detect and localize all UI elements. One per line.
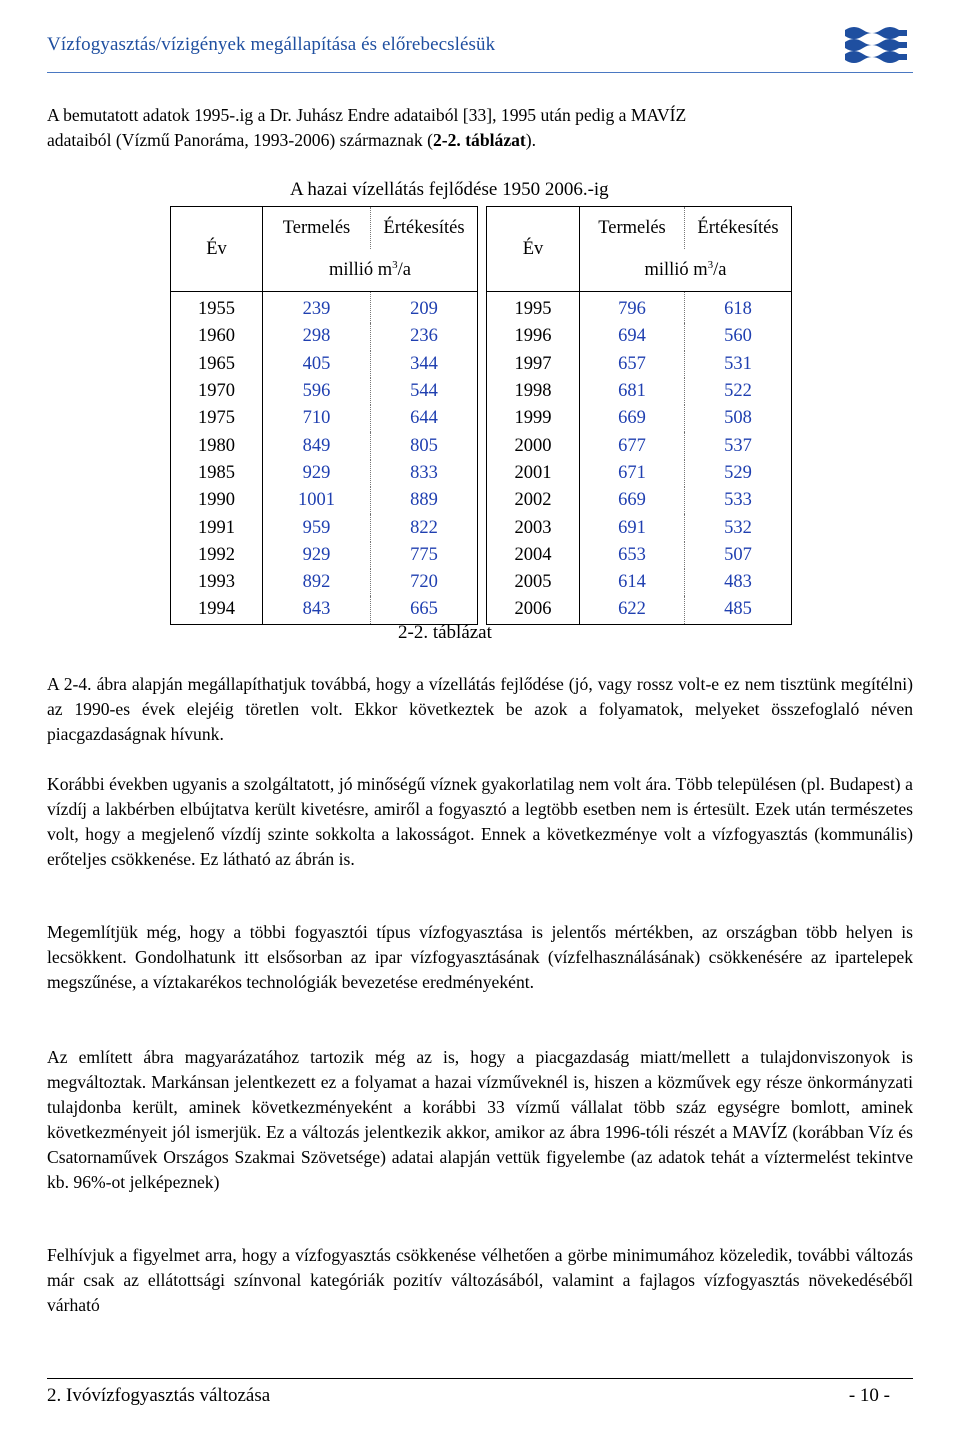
body-paragraph: Felhívjuk a figyelmet arra, hogy a vízfogyasztás csökkenése vélhetően a görbe minimumához közeledik, további változás már csak az ellátottsági színvonal kategóriák pozitív változásából, valamint a fajlagos vízfogyasztás növekedéséből várható	[47, 1245, 913, 1315]
body-paragraph: Megemlítjük még, hogy a többi fogyasztói típus vízfogyasztása is jelentős mértékben, az országban több helyen is lecsökkent. Gondolhatunk itt elsősorban az ipar vízfogyasztásának (vízfelhasználásának) csökkenésére az ipartelepek megszűnése, a víztakarékos technológiák bevezetése eredményeként.	[47, 922, 913, 992]
table-row	[171, 596, 478, 624]
table-row	[171, 460, 478, 487]
year-cell: 2001	[487, 460, 580, 487]
production-cell: 959	[263, 514, 371, 541]
table-row	[171, 292, 478, 324]
sales-cell: 485	[685, 596, 792, 624]
header-rule	[47, 72, 913, 73]
col-header-production: Termelés	[263, 207, 371, 250]
sales-cell: 507	[685, 542, 792, 569]
year-cell: 2000	[487, 432, 580, 459]
year-cell: 1980	[171, 432, 263, 459]
year-cell: 1975	[171, 405, 263, 432]
production-cell: 691	[580, 514, 685, 541]
table-row	[487, 487, 792, 514]
production-cell: 849	[263, 432, 371, 459]
table-row	[171, 405, 478, 432]
production-cell: 669	[580, 487, 685, 514]
sales-cell: 532	[685, 514, 792, 541]
sales-cell: 236	[371, 323, 478, 350]
production-cell: 929	[263, 542, 371, 569]
year-cell: 1990	[171, 487, 263, 514]
production-cell: 710	[263, 405, 371, 432]
footer-section-title: 2. Ivóvízfogyasztás változása	[47, 1385, 271, 1406]
production-cell: 298	[263, 323, 371, 350]
table-row	[171, 432, 478, 459]
table-caption: 2-2. táblázat	[398, 622, 492, 643]
production-cell: 405	[263, 351, 371, 378]
year-cell: 1985	[171, 460, 263, 487]
sales-cell: 805	[371, 432, 478, 459]
sales-cell: 618	[685, 292, 792, 324]
production-cell: 1001	[263, 487, 371, 514]
sales-cell: 529	[685, 460, 792, 487]
year-cell: 1993	[171, 569, 263, 596]
sales-cell: 483	[685, 569, 792, 596]
unit-header: millió $m^3/a$	[580, 249, 792, 292]
sales-cell: 209	[371, 292, 478, 324]
table-row	[487, 569, 792, 596]
production-cell: 614	[580, 569, 685, 596]
year-cell: 1999	[487, 405, 580, 432]
unit-header: millió $m^3/a$	[263, 249, 478, 292]
water-waves-logo	[841, 20, 911, 68]
sales-cell: 720	[371, 569, 478, 596]
table-row	[487, 378, 792, 405]
production-cell: 669	[580, 405, 685, 432]
sales-cell: 665	[371, 596, 478, 624]
table-row	[487, 596, 792, 624]
sales-cell: 522	[685, 378, 792, 405]
right-table-body	[487, 292, 792, 625]
year-cell: 1965	[171, 351, 263, 378]
year-cell: 2006	[487, 596, 580, 624]
year-cell: 2003	[487, 514, 580, 541]
table-right	[486, 206, 792, 625]
intro-line-2: adataiból (Vízmű Panoráma, 1993-2006) származnak (2-2. táblázat).	[47, 130, 537, 150]
table-row	[487, 323, 792, 350]
page-number: - 10 -	[848, 1385, 890, 1406]
year-cell: 1970	[171, 378, 263, 405]
col-header-production: Termelés	[580, 207, 685, 250]
table-row	[171, 569, 478, 596]
sales-cell: 344	[371, 351, 478, 378]
production-cell: 929	[263, 460, 371, 487]
year-cell: 2005	[487, 569, 580, 596]
body-paragraph: Az említett ábra magyarázatához tartozik még az is, hogy a piacgazdaság miatt/mellett a tulajdonviszonyok is megváltoztak. Markánsan jelentkezett ez a folyamat a hazai vízműveknél is, hiszen a közművek egy része önkormányzati tulajdonba került, aminek következményeként a korábbi 33 vízmű vállalat több száz egységre bomlott, aminek következményeit jól ismerjük. Ez a változás jelentkezik akkor, amikor az ábra 1996-tóli részét a MAVÍZ (korábban Víz és Csatornaművek Országos Szakmai Szövetsége) adatai alapján vettük figyelembe (az adatok tehát a víztermelést tekintve kb. 96%-ot jelképeznek)	[47, 1047, 913, 1192]
production-cell: 657	[580, 351, 685, 378]
intro-line-1: A bemutatott adatok 1995-.ig a Dr. Juhász Endre adataiból [33], 1995 után pedig a MAVÍZ	[47, 105, 687, 125]
sales-cell: 531	[685, 351, 792, 378]
production-cell: 596	[263, 378, 371, 405]
table-row	[487, 292, 792, 324]
sales-cell: 833	[371, 460, 478, 487]
table-row	[171, 378, 478, 405]
year-cell: 2004	[487, 542, 580, 569]
col-header-sales: Értékesítés	[685, 207, 792, 250]
sales-cell: 644	[371, 405, 478, 432]
production-cell: 843	[263, 596, 371, 624]
year-cell: 2002	[487, 487, 580, 514]
sales-cell: 889	[371, 487, 478, 514]
sales-cell: 537	[685, 432, 792, 459]
running-header-title: Vízfogyasztás/vízigények megállapítása és előrebecslésük	[47, 34, 496, 55]
production-cell: 892	[263, 569, 371, 596]
sales-cell: 544	[371, 378, 478, 405]
table-row	[171, 514, 478, 541]
footer-rule	[47, 1378, 913, 1379]
col-header-sales: Értékesítés	[371, 207, 478, 250]
sales-cell: 533	[685, 487, 792, 514]
year-cell: 1996	[487, 323, 580, 350]
year-cell: 1991	[171, 514, 263, 541]
production-cell: 671	[580, 460, 685, 487]
col-header-year: Év	[487, 207, 580, 292]
production-cell: 796	[580, 292, 685, 324]
year-cell: 1955	[171, 292, 263, 324]
table-row	[487, 514, 792, 541]
production-cell: 694	[580, 323, 685, 350]
table-row	[487, 432, 792, 459]
production-cell: 239	[263, 292, 371, 324]
table-row	[487, 351, 792, 378]
production-cell: 653	[580, 542, 685, 569]
table-reference: 2-2. táblázat	[432, 130, 526, 150]
table-row	[171, 323, 478, 350]
sales-cell: 560	[685, 323, 792, 350]
year-cell: 1997	[487, 351, 580, 378]
year-cell: 1992	[171, 542, 263, 569]
production-cell: 677	[580, 432, 685, 459]
table-row	[171, 542, 478, 569]
table-row	[487, 460, 792, 487]
table-title: A hazai vízellátás fejlődése 1950 2006.-ig	[290, 179, 609, 200]
year-cell: 1995	[487, 292, 580, 324]
sales-cell: 508	[685, 405, 792, 432]
production-cell: 622	[580, 596, 685, 624]
year-cell: 1998	[487, 378, 580, 405]
year-cell: 1960	[171, 323, 263, 350]
table-left	[170, 206, 478, 625]
table-row	[171, 351, 478, 378]
year-cell: 1994	[171, 596, 263, 624]
table-row	[171, 487, 478, 514]
col-header-year: Év	[171, 207, 263, 292]
sales-cell: 775	[371, 542, 478, 569]
left-table-body	[171, 292, 478, 625]
production-cell: 681	[580, 378, 685, 405]
body-paragraph: Korábbi években ugyanis a szolgáltatott, jó minőségű víznek gyakorlatilag nem volt ára. Több településen (pl. Budapest) a vízdíj a lakbérben elbújtatva került kivetésre, amiről a fogyasztó a legtöbb esetben nem is értesült. Ezek után természetes volt, hogy a megjelenő vízdíj szinte sokkolta a lakosságot. Ennek a következménye volt a vízfogyasztás (kommunális) erőteljes csökkenése. Ez látható az ábrán is.	[47, 774, 913, 869]
sales-cell: 822	[371, 514, 478, 541]
intro-paragraph	[47, 103, 913, 153]
table-row	[487, 542, 792, 569]
table-row	[487, 405, 792, 432]
body-paragraph: A 2-4. ábra alapján megállapíthatjuk továbbá, hogy a vízellátás fejlődése (jó, vagy rossz volt-e ez nem tisztünk megítélni) az 1990-es évek elejéig töretlen volt. Ekkor következtek be azok a folyamatok, melyeket összefoglaló néven piacgazdaságnak hívunk.	[47, 674, 913, 744]
